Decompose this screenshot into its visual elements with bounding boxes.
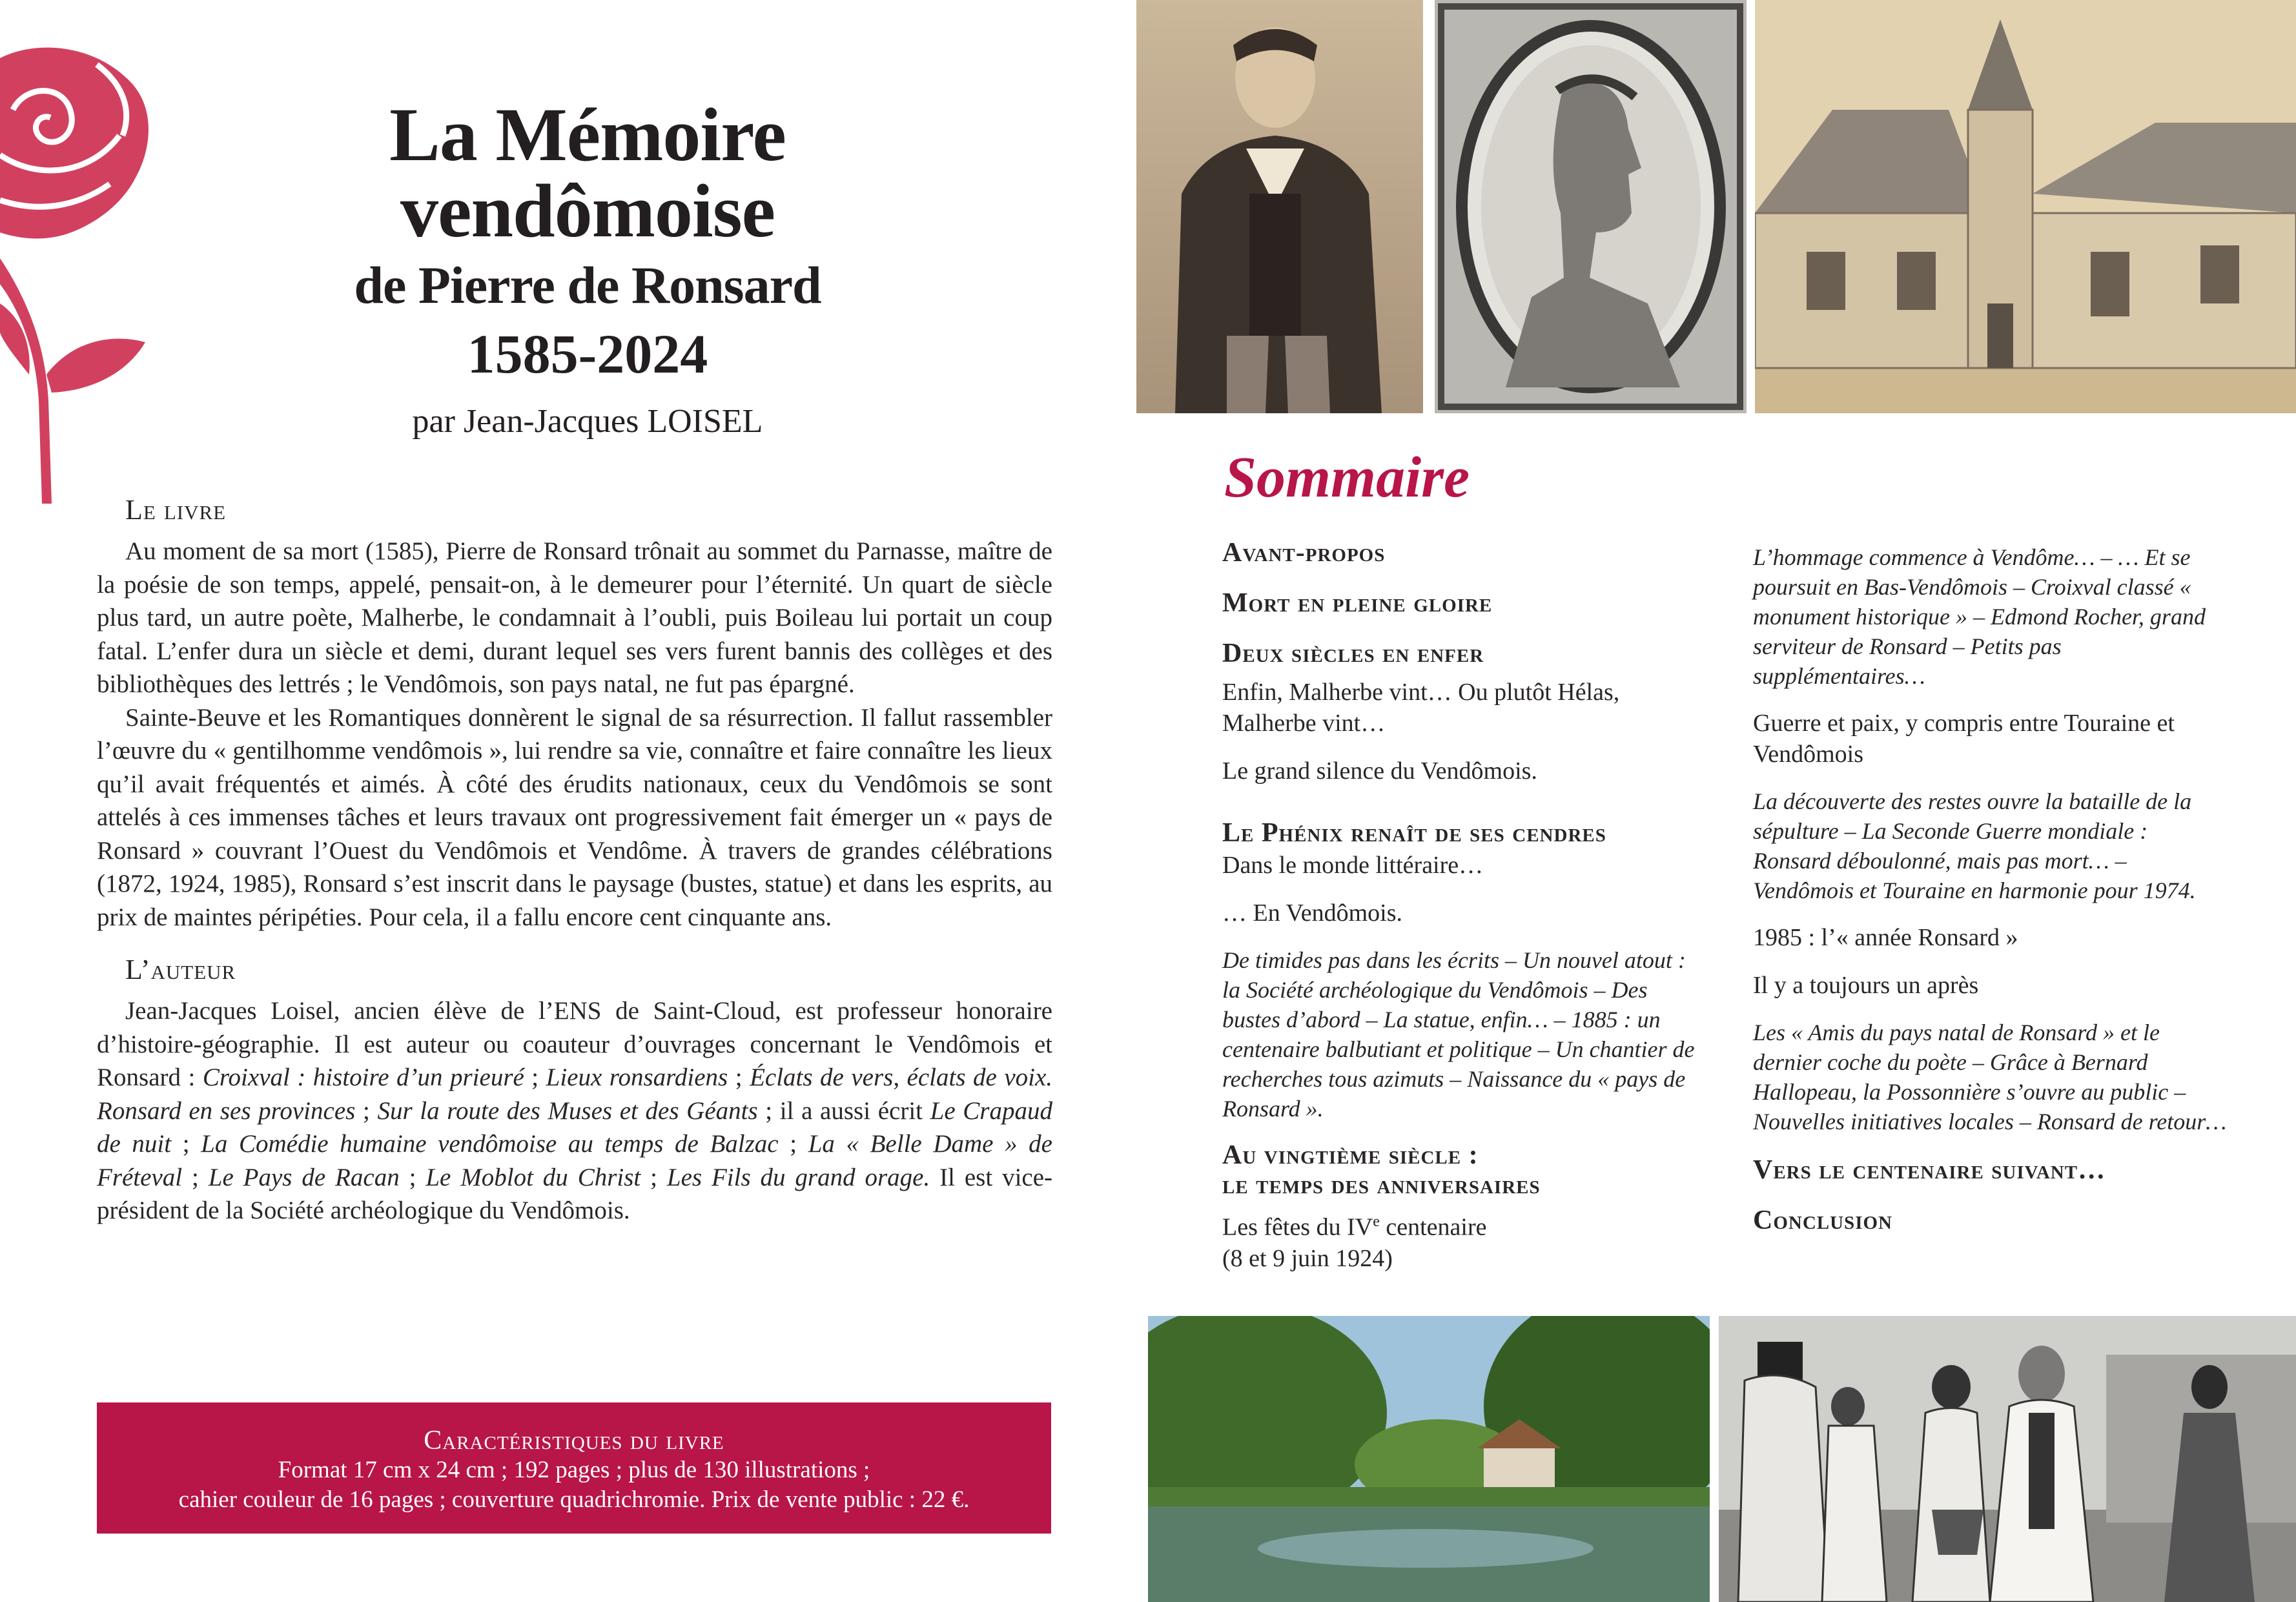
book-title-line2: vendômoise xyxy=(400,169,775,253)
manor-drawing-icon xyxy=(1755,0,2296,413)
toc-entry: Il y a toujours un après xyxy=(1753,972,1979,999)
separator: ; xyxy=(641,1163,667,1191)
separator: ; xyxy=(524,1063,546,1091)
sommaire-column-2 xyxy=(1753,542,2231,1237)
toc-heading: Vers le centenaire suivant… xyxy=(1753,1155,2106,1185)
work-title: Sur la route des Muses et des Géants xyxy=(377,1096,758,1125)
work-title: La « Belle Dame » de Fréteval xyxy=(97,1130,1052,1191)
toc-heading: Au vingtième siècle : xyxy=(1222,1140,1479,1170)
river-landscape-icon xyxy=(1148,1316,1710,1602)
book-author: par Jean-Jacques LOISEL xyxy=(412,403,763,440)
sommaire-title: Sommaire xyxy=(1224,446,1470,509)
toc-subentries: La découverte des restes ouvre la bataille de la sépulture – La Seconde Guerre mondiale : Ronsard déboulonné, mais pas mort… – Vendômois et Touraine en harmonie pour 1974. xyxy=(1753,788,2196,903)
title-block xyxy=(245,92,930,444)
toc-entry-sup: e xyxy=(1373,1213,1380,1230)
work-title: Lieux ronsardiens xyxy=(546,1063,728,1091)
work-title: Les Fils du grand orage. xyxy=(666,1163,930,1191)
toc-entry xyxy=(1222,1206,1700,1243)
rose-illustration-icon xyxy=(0,39,161,504)
work-title: Le Moblot du Christ xyxy=(425,1163,641,1191)
toc-subentries: L’hommage commence à Vendôme… – … Et se poursuit en Bas-Vendômois – Croixval classé « monument historique » – Edmond Rocher, grand serviteur de Ronsard – Petits pas supplémentaires… xyxy=(1753,544,2206,689)
toc-heading: Le Phénix renaît de ses cendres xyxy=(1222,818,1606,848)
separator: ; xyxy=(728,1063,750,1091)
toc-subentries: Les « Amis du pays natal de Ronsard » et le dernier coche du poète – Grâce à Bernard Hallopeau, la Possonnière s’ouvre au public – Nouvelles initiatives locales – Ronsard de retour… xyxy=(1753,1020,2227,1135)
section-heading-auteur: L’auteur xyxy=(125,954,236,985)
toc-heading: Avant-propos xyxy=(1222,538,1386,568)
toc-entry: 1985 : l’« année Ronsard » xyxy=(1753,924,2018,951)
toc-entry-text: centenaire xyxy=(1379,1213,1487,1241)
left-text xyxy=(97,492,1052,1227)
toc-entry: Guerre et paix, y compris entre Touraine et Vendômois xyxy=(1753,710,2175,768)
auteur-text-end: Il est vice-président de la Société archéologique du Vendômois. xyxy=(97,1163,1053,1224)
portrait-photo-icon xyxy=(1136,0,1423,413)
specs-title: Caractéristiques du livre xyxy=(424,1426,724,1455)
toc-subentries: De timides pas dans les écrits – Un nouvel atout : la Société archéologique du Vendômois – Des bustes d’abord – La statue, enfin… – 1885 : un centenaire balbutiant et politique – Un chantier de recherches tous azimuts – Naissance du « pays de Ronsard ». xyxy=(1222,947,1695,1122)
toc-heading: Mort en pleine gloire xyxy=(1222,588,1493,618)
toc-heading: Conclusion xyxy=(1753,1206,1892,1235)
section-heading-livre: Le livre xyxy=(125,494,227,526)
sommaire-column-1 xyxy=(1222,536,1700,1274)
work-title: Le Pays de Racan xyxy=(208,1163,400,1191)
work-title: La Comédie humaine vendômoise au temps de Balzac xyxy=(201,1130,779,1158)
auteur-text: Jean-Jacques Loisel, ancien élève de l’ENS de Saint-Cloud, est professeur honoraire d’histoire-géographie. Il est auteur ou coauteur d’ouvrages concernant le Vendômois et Ronsard : xyxy=(97,997,1052,1091)
toc-entry: … En Vendômois. xyxy=(1222,899,1403,927)
specs-line-1: Format 17 cm x 24 cm ; 192 pages ; plus de 130 illustrations ; xyxy=(278,1457,870,1483)
work-title: Le Crapaud de nuit xyxy=(97,1096,1052,1158)
separator: ; xyxy=(355,1096,378,1125)
separator: ; xyxy=(171,1130,201,1158)
auteur-paragraph xyxy=(97,994,1052,1227)
specs-line-2: cahier couleur de 16 pages ; couverture quadrichromie. Prix de vente public : 22 €. xyxy=(178,1486,970,1513)
engraving-medallion-icon xyxy=(1435,0,1747,413)
toc-entry: Enfin, Malherbe vint… Ou plutôt Hélas, Malherbe vint… xyxy=(1222,679,1620,737)
livre-paragraph-2: Sainte-Beuve et les Romantiques donnèrent le signal de sa résurrection. Il fallut rassembler l’œuvre du « gentilhomme vendômois », lui rendre sa vie, connaître et faire connaître les lieux qu’il avait fréquentés et aimés. À côté des érudits nationaux, ceux du Vendômois se sont attelés à ces immenses tâches et leurs travaux ont progressivement fait émerger un « pays de Ronsard » couvrant l’Ouest du Vendômois et Vendôme. À travers de grandes célébrations (1872, 1924, 1985), Ronsard s’est inscrit dans le paysage (bustes, statue) et dans les esprits, au prix de maintes péripéties. Pour cela, il a fallu encore cent cinquante ans. xyxy=(97,703,1052,931)
toc-entry-text: Les fêtes du IV xyxy=(1222,1213,1373,1241)
book-subtitle: de Pierre de Ronsard xyxy=(354,256,821,314)
livre-paragraph-1: Au moment de sa mort (1585), Pierre de Ronsard trônait au sommet du Parnasse, maître de la poésie de son temps, appelé, pensait-on, à le demeurer pour l’éternité. Un quart de siècle plus tard, un autre poète, Malherbe, le condamnait à l’oubli, puis Boileau lui portait un coup fatal. L’enfer dura un siècle et demi, durant lequel ses vers furent bannis des collèges et des bibliothèques des lettrés ; le Vendômois, son pays natal, ne fut pas épargné. xyxy=(97,537,1052,698)
separator: ; il a aussi écrit xyxy=(757,1096,930,1125)
toc-heading: Deux siècles en enfer xyxy=(1222,639,1484,668)
book-title-line1: La Mémoire xyxy=(389,92,786,177)
toc-entry: Le grand silence du Vendômois. xyxy=(1222,757,1537,785)
work-title: Croixval : histoire d’un prieuré xyxy=(202,1063,524,1091)
separator: ; xyxy=(399,1163,426,1191)
separator: ; xyxy=(182,1163,209,1191)
toc-entry: (8 et 9 juin 1924) xyxy=(1222,1244,1393,1272)
giants-parade-icon xyxy=(1719,1316,2296,1602)
specs-box xyxy=(97,1402,1051,1534)
book-years: 1585-2024 xyxy=(467,323,708,385)
toc-heading: le temps des anniversaires xyxy=(1222,1170,1541,1200)
separator: ; xyxy=(778,1130,808,1158)
work-title: Éclats de vers, éclats de voix. Ronsard en ses provinces xyxy=(97,1063,1053,1125)
toc-entry: Dans le monde littéraire… xyxy=(1222,852,1484,879)
